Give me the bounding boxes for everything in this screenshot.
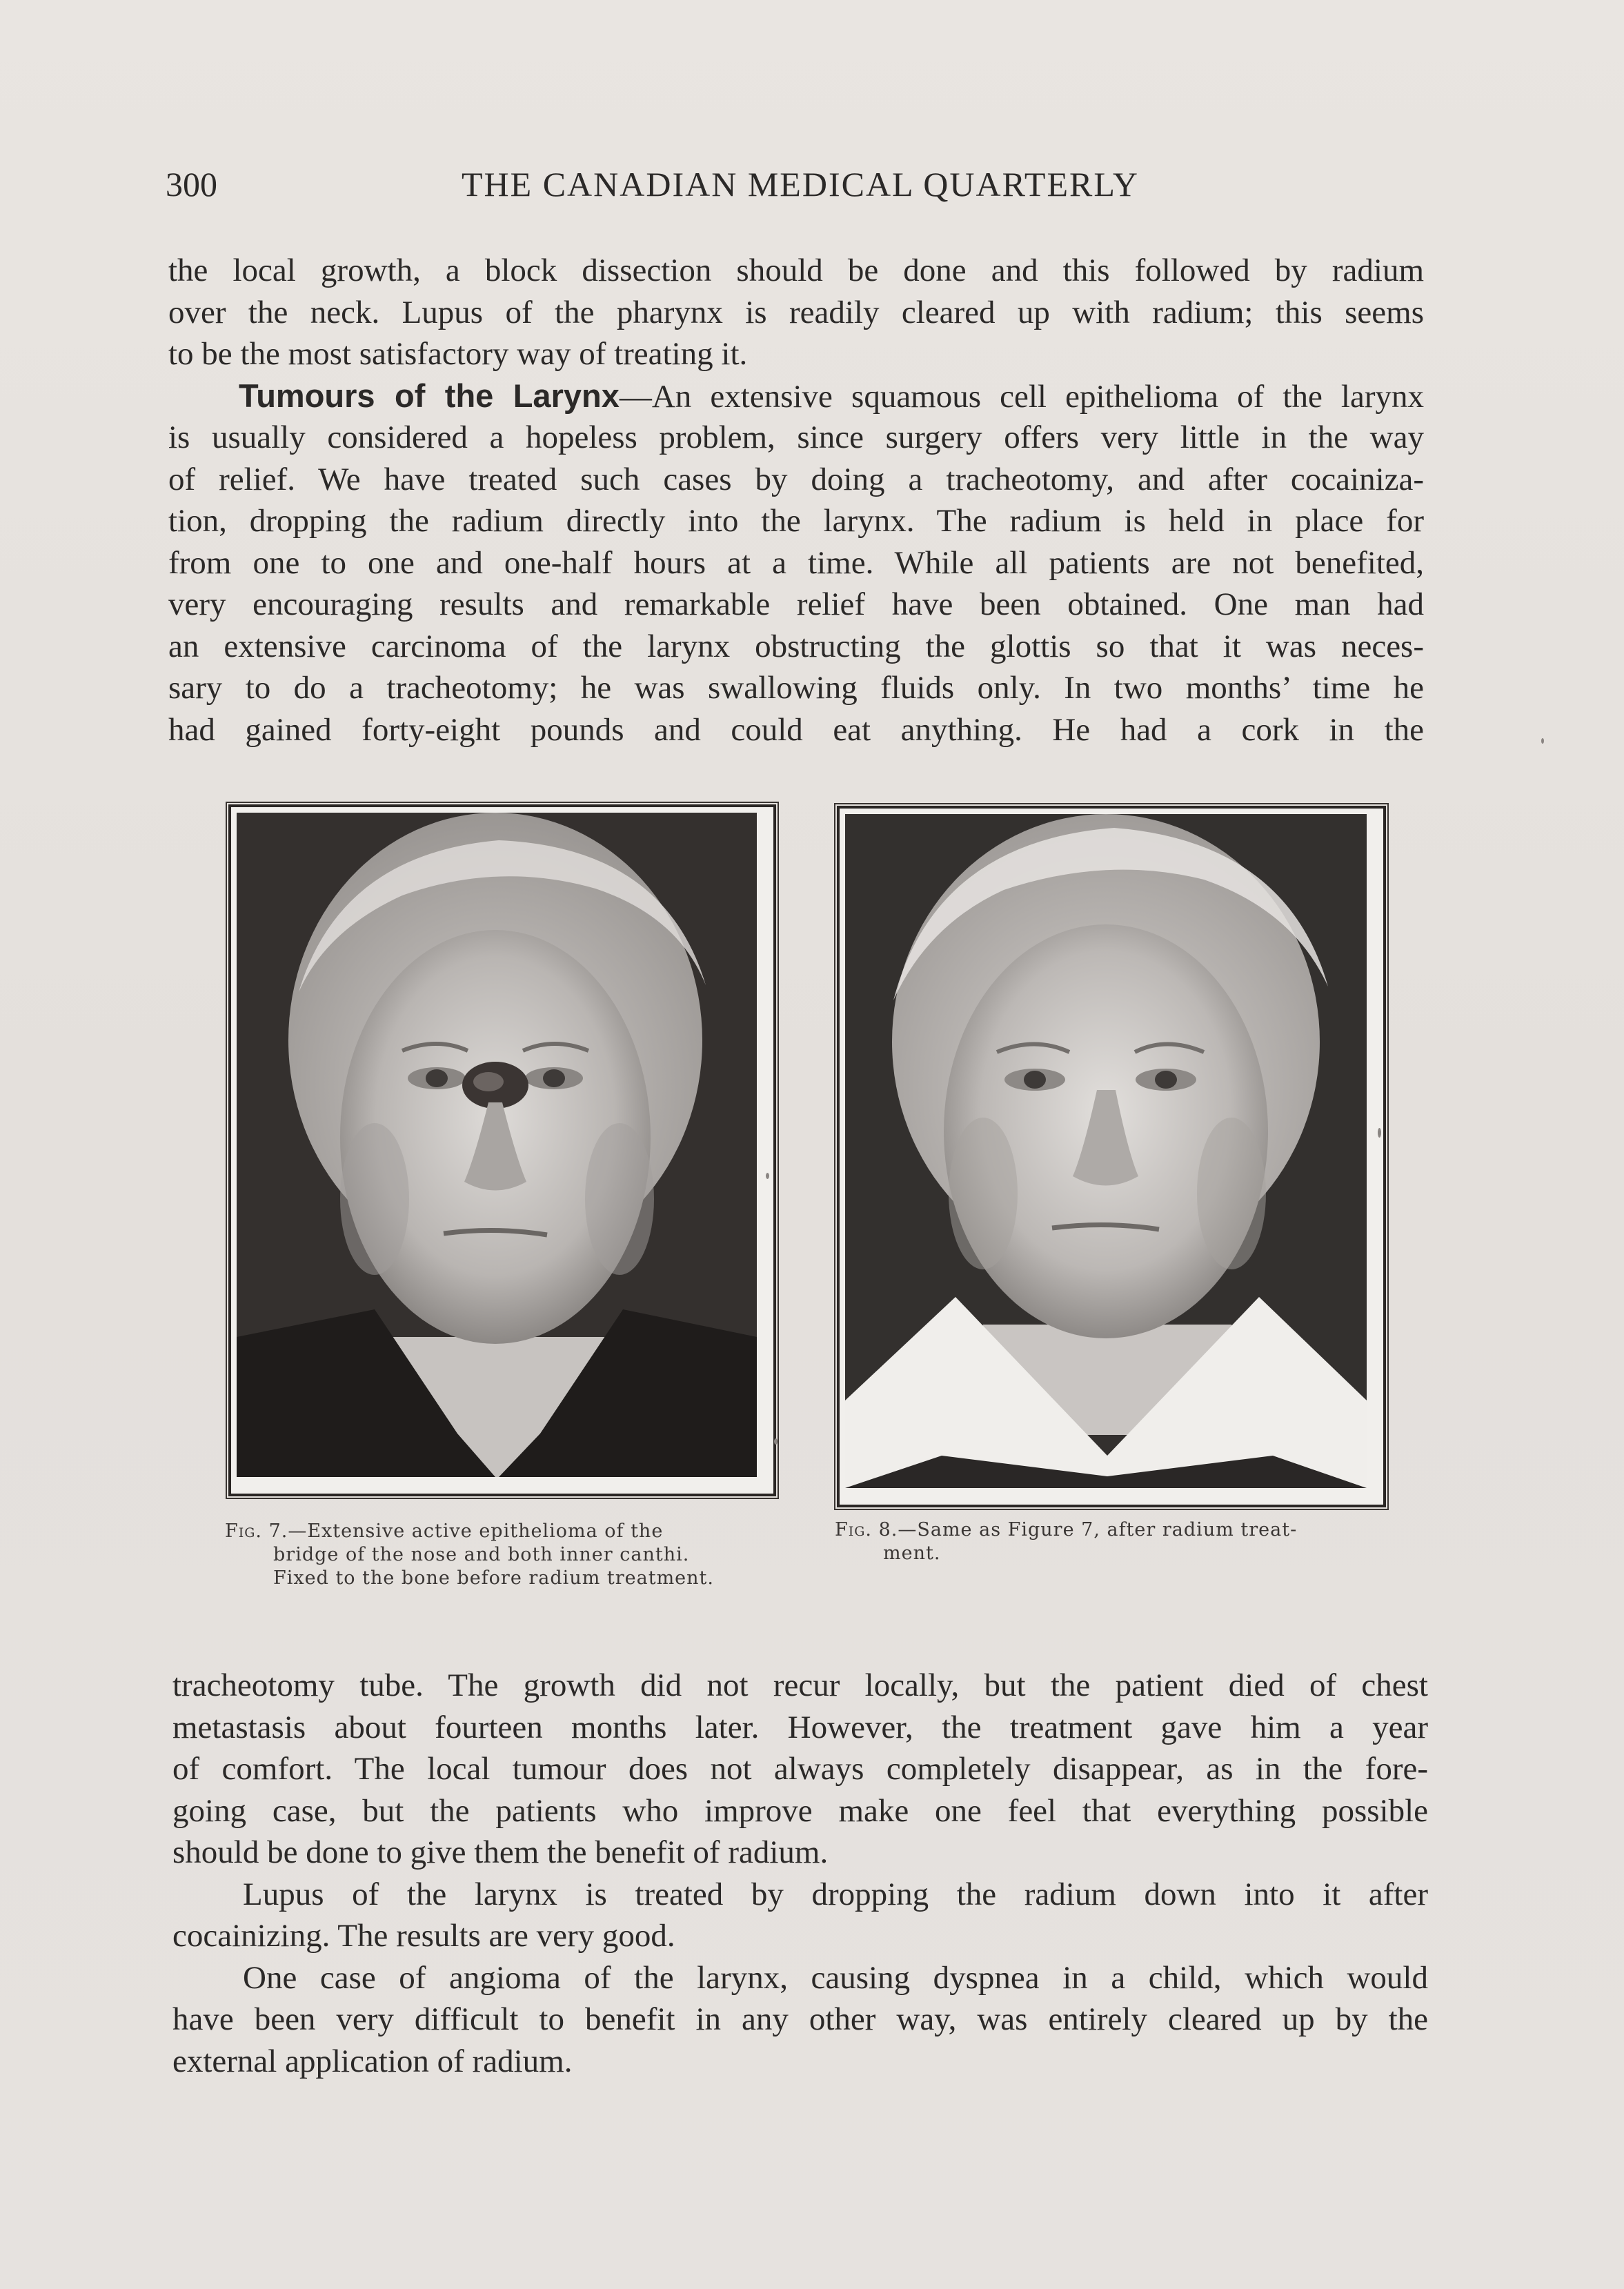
text-line: going case, but the patients who improve make one feel that everything possible	[172, 1792, 1428, 1829]
text-line: One case of angioma of the larynx, causing dyspnea in a child, which would	[243, 1959, 1428, 1996]
journal-title: THE CANADIAN MEDICAL QUARTERLY	[462, 165, 1139, 204]
section-heading-tumours-larynx: Tumours of the Larynx	[239, 377, 620, 414]
text-line: Lupus of the larynx is treated by dropping the radium down into it after	[243, 1876, 1428, 1912]
caption-text: —Extensive active epithelioma of the	[288, 1520, 664, 1542]
figure-7-photo	[228, 804, 776, 1496]
body-text-bottom	[172, 1665, 1428, 2082]
text-line: of relief. We have treated such cases by doing a tracheotomy, and after cocainiza-	[168, 461, 1424, 497]
text-line: an extensive carcinoma of the larynx obstructing the glottis so that it was neces-	[168, 628, 1424, 664]
text-line: to be the most satisfactory way of treating it.	[168, 336, 748, 372]
figure-8-label: Fig. 8.	[835, 1519, 898, 1540]
text-line: from one to one and one-half hours at a time. While all patients are not benefited,	[168, 544, 1424, 581]
text-line: over the neck. Lupus of the pharynx is readily cleared up with radium; this seems	[168, 294, 1424, 330]
text-line: sary to do a tracheotomy; he was swallowing fluids only. In two months’ time he	[168, 670, 1424, 706]
paper-speck	[774, 1438, 778, 1445]
text-line: is usually considered a hopeless problem, since surgery offers very little in the way	[168, 419, 1424, 455]
text-line: metastasis about fourteen months later. However, the treatment gave him a year	[172, 1709, 1428, 1745]
text-line: should be done to give them the benefit of radium.	[172, 1834, 829, 1870]
running-head	[166, 160, 1449, 208]
text-line: cocainizing. The results are very good.	[172, 1918, 675, 1954]
caption-text: —Same as Figure 7, after radium treat-	[898, 1519, 1298, 1540]
section-first-line	[168, 375, 1424, 417]
portrait-before-treatment	[237, 813, 757, 1477]
text-line-rest: —An extensive squamous cell epithelioma of the larynx	[619, 378, 1424, 415]
figure-8-photo	[837, 806, 1386, 1507]
text-line: of comfort. The local tumour does not always completely disappear, as in the fore-	[172, 1751, 1428, 1787]
caption-line	[225, 1520, 763, 1543]
paper-speck	[766, 1173, 769, 1179]
caption-line	[835, 1518, 1387, 1542]
body-text-top	[168, 250, 1424, 751]
text-line: have been very difficult to benefit in any other way, was entirely cleared up by the	[172, 2001, 1428, 2037]
text-line: external application of radium.	[172, 2043, 573, 2079]
portrait-after-treatment	[845, 814, 1367, 1488]
figure-7-caption	[225, 1520, 763, 1590]
text-line: tion, dropping the radium directly into the larynx. The radium is held in place for	[168, 503, 1424, 539]
figure-8-caption	[835, 1518, 1387, 1565]
text-line: tracheotomy tube. The growth did not recur locally, but the patient died of chest	[172, 1667, 1428, 1703]
caption-line: bridge of the nose and both inner canthi.	[273, 1544, 690, 1565]
text-line: the local growth, a block dissection should be done and this followed by radium	[168, 252, 1424, 288]
paper-speck	[1378, 1128, 1381, 1138]
text-line: very encouraging results and remarkable relief have been obtained. One man had	[168, 586, 1424, 622]
caption-line: ment.	[883, 1543, 941, 1564]
page-number: 300	[166, 165, 217, 204]
paper-speck	[1541, 738, 1544, 744]
figure-7-label: Fig. 7.	[225, 1520, 288, 1542]
text-line: had gained forty-eight pounds and could eat anything. He had a cork in the	[168, 711, 1424, 748]
caption-line: Fixed to the bone before radium treatment.	[273, 1567, 714, 1589]
